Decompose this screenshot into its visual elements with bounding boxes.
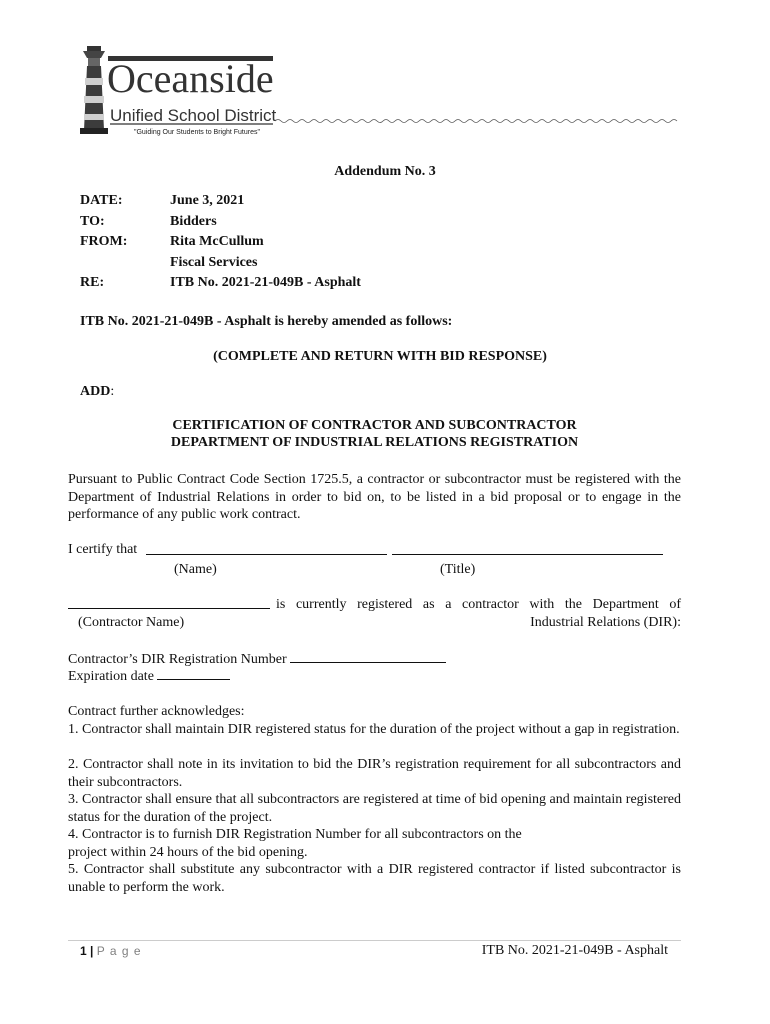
re-label: RE: bbox=[80, 275, 105, 290]
page-word: P a g e bbox=[96, 944, 142, 958]
from-label: FROM: bbox=[80, 234, 128, 249]
ack-item-2: 2. Contractor shall note in its invitation to bid the DIR’s registration requirement for all subcontractors and their subcontractors. bbox=[68, 757, 681, 790]
add-label: ADD: bbox=[80, 384, 115, 399]
svg-text:Unified School District: Unified School District bbox=[110, 106, 277, 125]
ack-item-3: 3. Contractor shall ensure that all subcontractors are registered at time of bid opening and maintain registered status for the duration of the project. bbox=[68, 792, 681, 825]
svg-text:"Guiding Our Students to Brigh: "Guiding Our Students to Bright Futures" bbox=[134, 129, 260, 136]
dir-number-line bbox=[68, 650, 446, 668]
expiration-label: Expiration date bbox=[68, 669, 154, 684]
page-number: 1 bbox=[80, 944, 87, 958]
contractor-name-blank[interactable] bbox=[68, 608, 270, 609]
district-logo bbox=[80, 44, 680, 144]
expiration-blank[interactable] bbox=[157, 667, 230, 680]
cert-title-line1: CERTIFICATION OF CONTRACTOR AND SUBCONTRACTOR bbox=[172, 418, 577, 433]
date-label: DATE: bbox=[80, 193, 123, 208]
re-value: ITB No. 2021-21-049B - Asphalt bbox=[170, 275, 361, 290]
footer-doc-ref: ITB No. 2021-21-049B - Asphalt bbox=[481, 943, 668, 958]
return-note: (COMPLETE AND RETURN WITH BID RESPONSE) bbox=[213, 349, 547, 364]
intro-paragraph: Pursuant to Public Contract Code Section 1725.5, a contractor or subcontractor must be registered with the Department of Industrial Relations in order to bid on, to be listed in a bid proposal or to engage in the performance of any public work contract. bbox=[68, 472, 681, 522]
dir-caption: Industrial Relations (DIR): bbox=[530, 615, 681, 630]
document-title: Addendum No. 3 bbox=[334, 164, 436, 179]
from-value: Rita McCullum bbox=[170, 234, 264, 249]
ack-item-4-cont: project within 24 hours of the bid opening. bbox=[68, 845, 308, 860]
contractor-name-caption: (Contractor Name) bbox=[78, 615, 185, 630]
to-value: Bidders bbox=[170, 213, 217, 229]
cert-title-line2: DEPARTMENT OF INDUSTRIAL RELATIONS REGISTRATION bbox=[170, 435, 579, 450]
expiration-line bbox=[68, 667, 230, 685]
from-dept-value: Fiscal Services bbox=[170, 254, 258, 270]
wave-divider bbox=[275, 120, 677, 123]
title-blank[interactable] bbox=[392, 554, 663, 555]
dir-number-label: Contractor’s DIR Registration Number bbox=[68, 652, 287, 667]
header-fields bbox=[80, 192, 361, 295]
footer-rule bbox=[68, 940, 681, 941]
registered-text: is currently registered as a contractor with the Department of bbox=[276, 597, 681, 612]
to-label: TO: bbox=[80, 213, 105, 229]
name-caption: (Name) bbox=[174, 562, 217, 577]
certify-label: I certify that bbox=[68, 542, 138, 557]
ack-heading: Contract further acknowledges: bbox=[68, 704, 245, 719]
page-separator: | bbox=[90, 944, 94, 958]
amend-line: ITB No. 2021-21-049B - Asphalt is hereby amended as follows: bbox=[80, 314, 453, 329]
title-caption: (Title) bbox=[440, 562, 476, 577]
date-value: June 3, 2021 bbox=[170, 193, 245, 208]
svg-text:Oceanside: Oceanside bbox=[107, 56, 274, 101]
page-indicator bbox=[80, 943, 142, 959]
name-blank[interactable] bbox=[146, 554, 387, 555]
dir-number-blank[interactable] bbox=[290, 650, 446, 663]
lighthouse-icon bbox=[80, 46, 108, 134]
ack-item-1: 1. Contractor shall maintain DIR registered status for the duration of the project without a gap in registration. bbox=[68, 722, 680, 737]
ack-item-5: 5. Contractor shall substitute any subcontractor with a DIR registered contractor if listed subcontractor is unable to perform the work. bbox=[68, 862, 681, 895]
ack-item-4: 4. Contractor is to furnish DIR Registration Number for all subcontractors on the bbox=[68, 827, 522, 842]
